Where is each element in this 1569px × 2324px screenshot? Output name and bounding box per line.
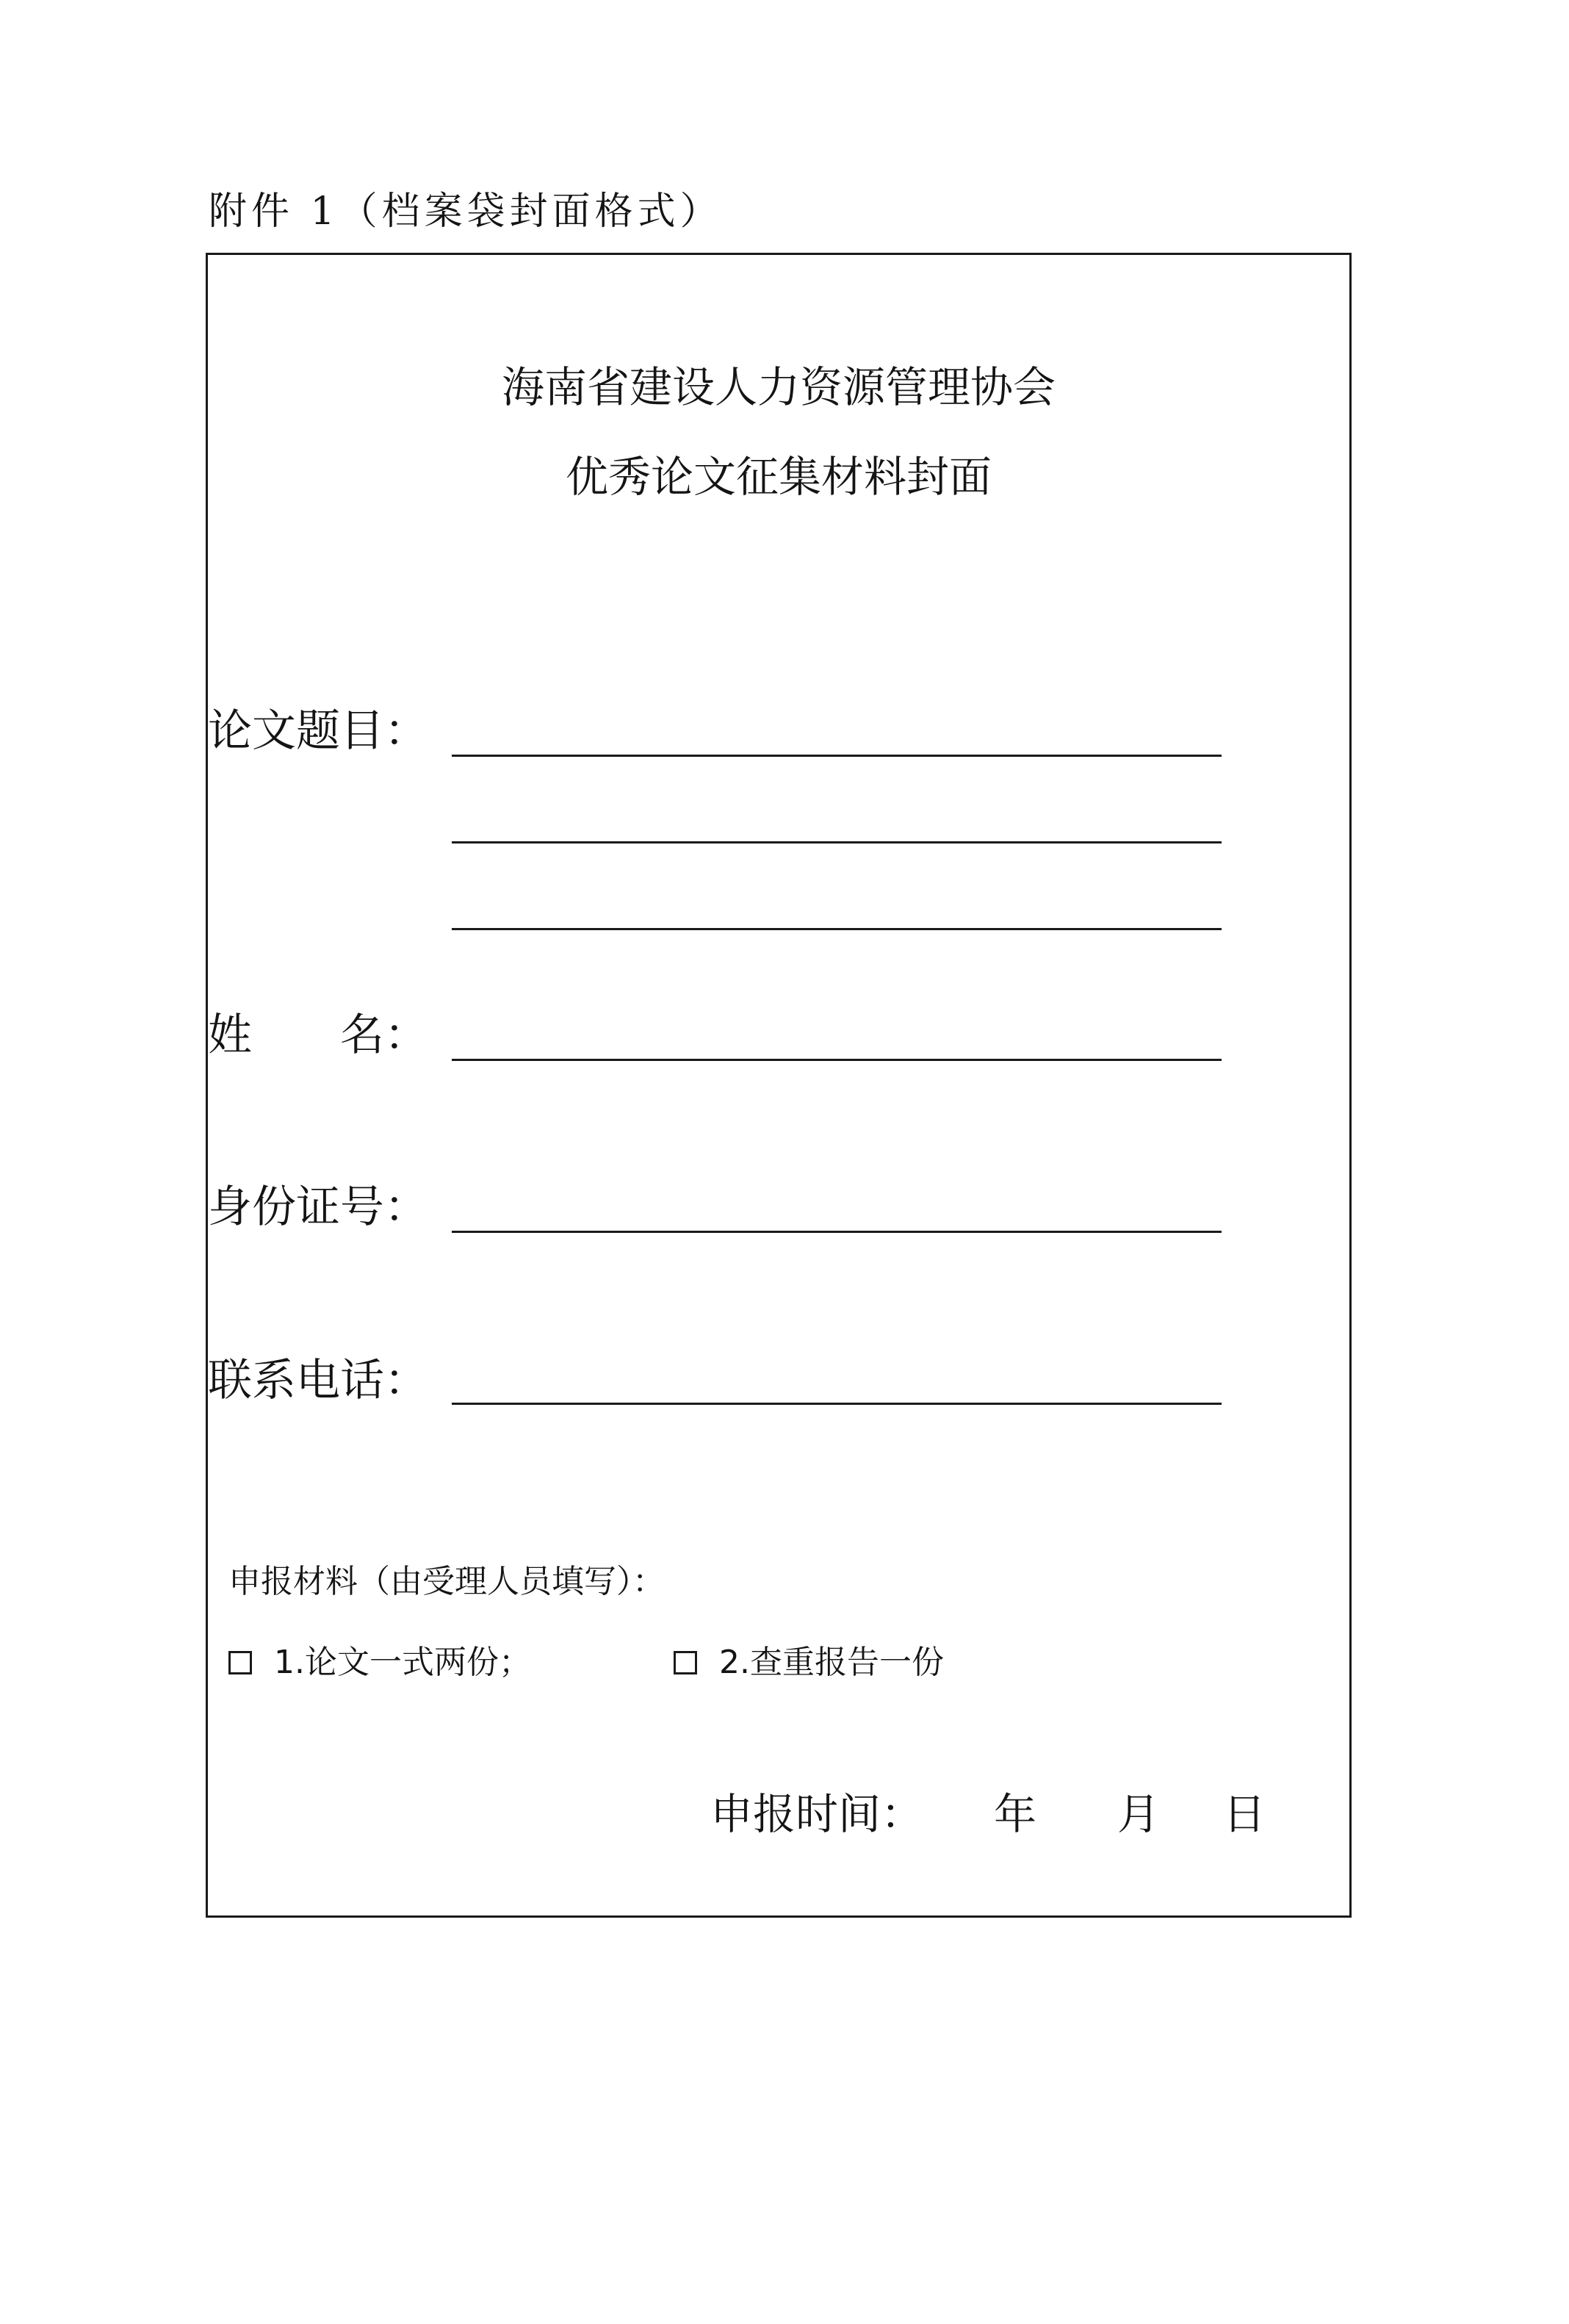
attachment-note: 附件 1（档案袋封面格式）: [209, 190, 723, 234]
paper-title-line-1[interactable]: [452, 755, 1222, 757]
paper-title-line-3[interactable]: [452, 928, 1222, 930]
paper-title-line-2[interactable]: [452, 841, 1222, 843]
name-label-first-char: 姓: [208, 1010, 252, 1061]
submission-year-label: 年: [994, 1789, 1037, 1839]
name-label: [208, 1006, 428, 1065]
papers-checkbox[interactable]: [228, 1651, 252, 1674]
phone-label: 联系电话：: [208, 1355, 428, 1406]
plagiarism-report-label: 2.查重报告一份: [719, 1644, 944, 1681]
cover-title-organization: 海南省建设人力资源管理协会: [501, 362, 1056, 412]
name-label-second-char: 名：: [340, 1010, 428, 1061]
papers-label: 1.论文一式两份；: [274, 1644, 531, 1681]
paper-title-label: 论文题目：: [208, 705, 428, 757]
cover-title-subject: 优秀论文征集材料封面: [565, 452, 992, 502]
id-number-line[interactable]: [452, 1231, 1222, 1233]
submission-day-label: 日: [1223, 1789, 1266, 1839]
plagiarism-report-checkbox[interactable]: [674, 1651, 697, 1674]
name-line[interactable]: [452, 1059, 1222, 1061]
materials-heading: 申报材料（由受理人员填写）：: [228, 1563, 665, 1600]
material-item-papers[interactable]: [228, 1641, 531, 1685]
id-number-label: 身份证号：: [208, 1181, 428, 1233]
submission-date-label: 申报时间：: [710, 1789, 924, 1839]
material-item-plagiarism-report[interactable]: [674, 1641, 944, 1685]
submission-month-label: 月: [1117, 1789, 1161, 1839]
phone-line[interactable]: [452, 1403, 1222, 1405]
cover-frame: [206, 253, 1352, 1918]
